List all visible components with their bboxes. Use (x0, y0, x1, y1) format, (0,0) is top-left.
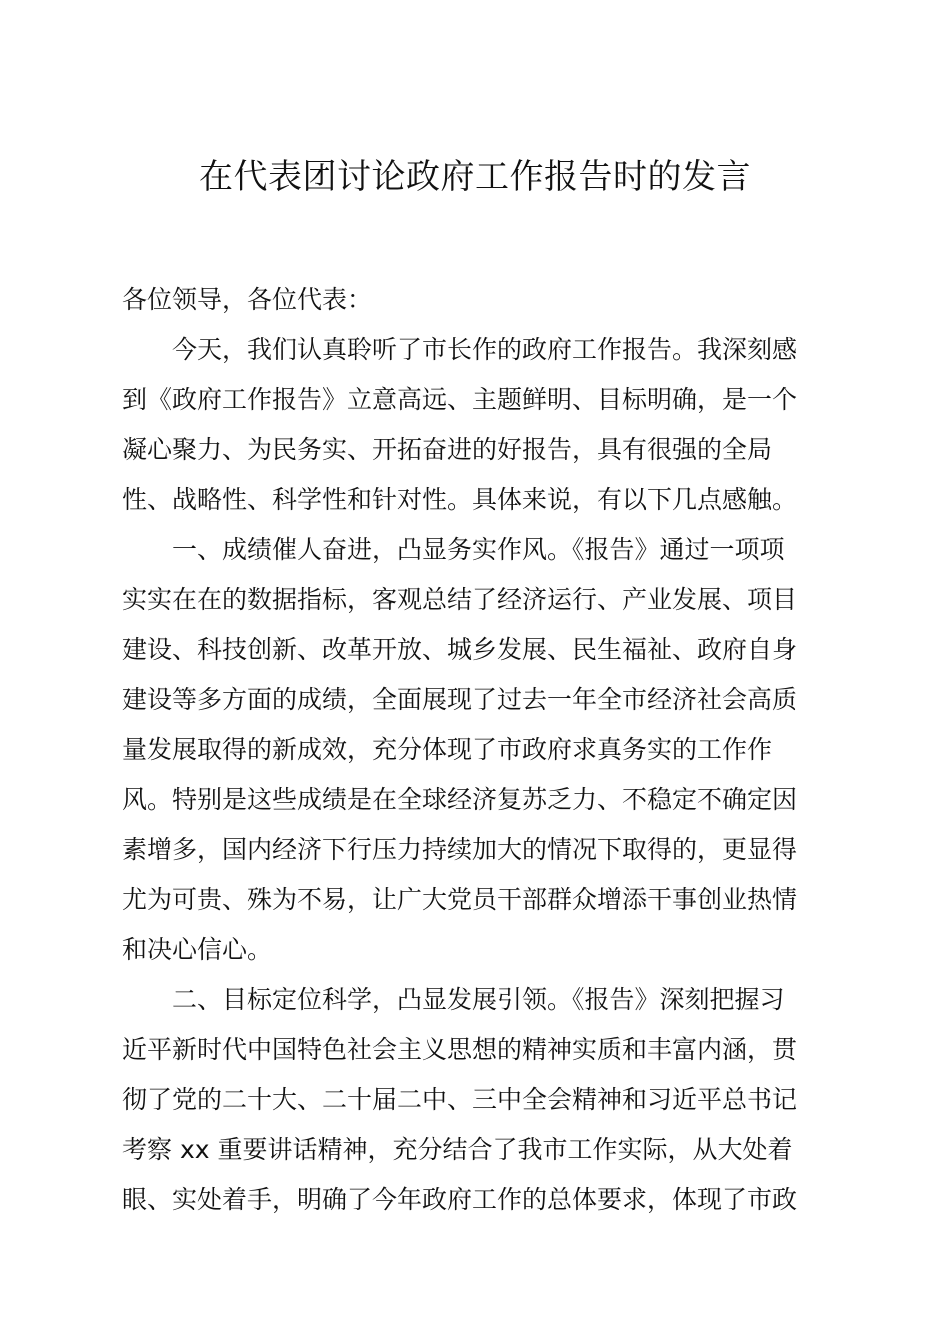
body-line: 彻了党的二十大、二十届二中、三中全会精神和习近平总书记 (122, 1085, 798, 1114)
body-line: 眼、实处着手，明确了今年政府工作的总体要求，体现了市政 (122, 1185, 798, 1214)
document-title: 在代表团讨论政府工作报告时的发言 (199, 157, 751, 197)
body-line: 实实在在的数据指标，客观总结了经济运行、产业发展、项目 (122, 585, 798, 614)
body-line: 一、成绩催人奋进，凸显务实作风。《报告》通过一项项 (172, 535, 785, 564)
document-body (122, 275, 822, 1225)
body-line: 今天，我们认真聆听了市长作的政府工作报告。我深刻感 (172, 335, 798, 364)
body-line: 风。特别是这些成绩是在全球经济复苏乏力、不稳定不确定因 (122, 785, 798, 814)
body-line: 考察 xx 重要讲话精神，充分结合了我市工作实际，从大处着 (122, 1135, 793, 1164)
body-line: 到《政府工作报告》立意高远、主题鲜明、目标明确，是一个 (122, 385, 798, 414)
body-line: 二、目标定位科学，凸显发展引领。《报告》深刻把握习 (172, 985, 785, 1014)
body-line: 凝心聚力、为民务实、开拓奋进的好报告，具有很强的全局 (122, 435, 773, 464)
body-line: 量发展取得的新成效，充分体现了市政府求真务实的工作作 (122, 735, 773, 764)
body-line: 各位领导，各位代表： (122, 285, 373, 314)
body-line: 建设、科技创新、改革开放、城乡发展、民生福祉、政府自身 (122, 635, 798, 664)
body-line: 尤为可贵、殊为不易，让广大党员干部群众增添干事创业热情 (122, 885, 798, 914)
body-line: 性、战略性、科学性和针对性。具体来说，有以下几点感触。 (122, 485, 798, 514)
body-line: 和决心信心。 (122, 935, 273, 964)
body-line: 建设等多方面的成绩，全面展现了过去一年全市经济社会高质 (122, 685, 798, 714)
body-line: 素增多，国内经济下行压力持续加大的情况下取得的，更显得 (122, 835, 798, 864)
body-line: 近平新时代中国特色社会主义思想的精神实质和丰富内涵，贯 (122, 1035, 798, 1064)
